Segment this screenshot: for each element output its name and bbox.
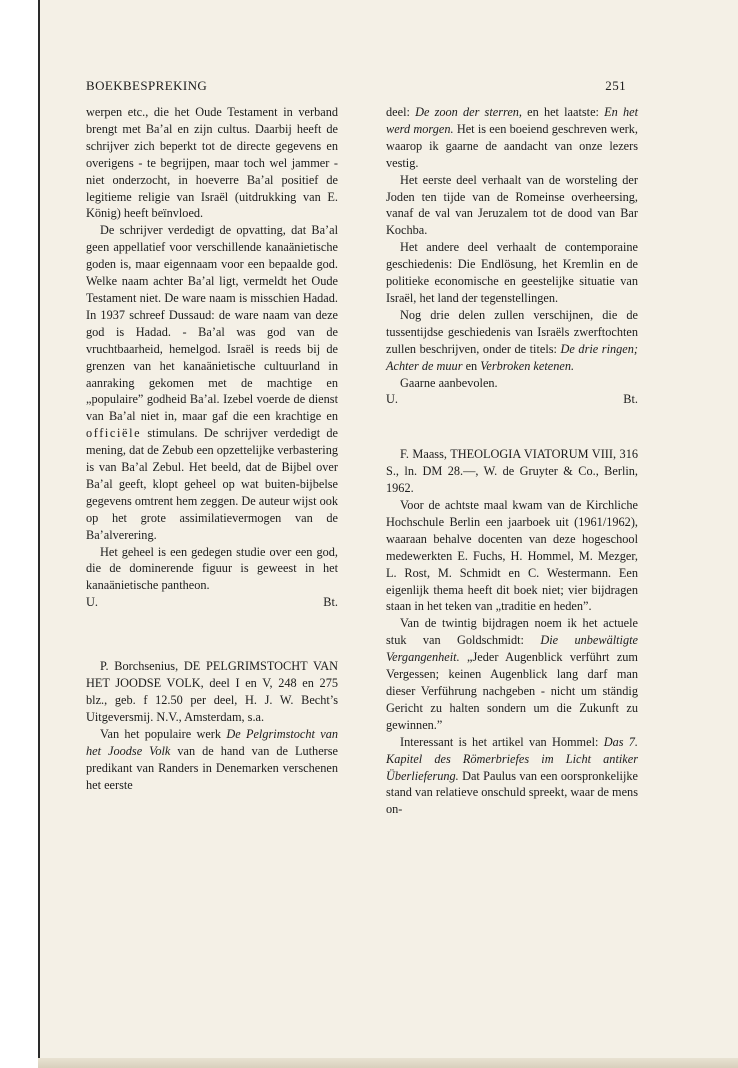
review-2-heading: P. Borchsenius, DE PELGRIMSTOCHT VAN HET JOODSE VOLK, deel I en V, 248 en 275 blz., geb. f 12.50 per deel, H. J. W. Becht’s Uitgeversmij. N.V., Amsterdam, s.a. [86,659,338,724]
right-paragraph-7-quote: „Jeder Augenblick verführt zum Vergessen; keinen Augenblick lang darf man dieser Verführung nachgeben - nicht um ständig Gericht zu halten sondern um die Zukunft zu gewinnen.” [386,650,638,732]
right-paragraph-7-start: Van de twintig bijdragen noem ik het actuele stuk van Goldschmidt: [386,616,638,648]
left-paragraph-2-end: stimulans. De schrijver verdedigt de mening, dat de Zebub een opzettelijke verbastering is van Ba’al Zebul. Het beeld, dat de Bijbel over Ba’al geeft, klopt geheel op wat buiten-bijbelse gegevens omtrent hem zeggen. De auteur wijst ook op het grote assimilatievermogen van de Ba’alverering. [86,426,339,542]
right-paragraph-8-end: Dat Paulus van een oorspronkelijke stand van relatieve onschuld spreekt, waar de mens on- [386,768,638,817]
right-paragraph-4-start: Nog drie delen zullen verschijnen, die de tussentijdse geschiedenis van Israëls zwerftochten zullen beschrijven, onder de titels: [386,307,638,356]
signature-author: Bt. [623,392,638,407]
page-bottom-edge [38,1058,738,1068]
spacer [386,408,638,446]
book-title-zoon-der-sterren: De zoon der sterren, [415,105,522,119]
right-paragraph-8-start: Interessant is het artikel van Hommel: [400,734,604,749]
running-header [86,78,626,98]
review-2-signature [386,391,638,408]
page-number: 251 [605,78,626,93]
right-paragraph-8 [386,734,638,819]
right-paragraph-1-mid: en het laatste: [522,105,605,119]
book-title-werd-morgen: En het werd morgen. [386,105,638,136]
right-paragraph-6: Voor de achtste maal kwam van de Kirchliche Hochschule Berlin een jaarboek uit (1961/1962), waaraan behalve docenten van deze hogeschool medewerkten E. Fuchs, H. Hommel, M. Mezger, L. Rost, M. Schmidt en C. Westermann. Een eigenlijk thema heeft dit boek niet; vier bijdragen staan in het teken van „traditie en heden”. [386,498,638,614]
signature-author: Bt. [323,595,338,610]
book-title-pelgrimstocht: De Pelgrimstocht van het Joodse Volk [86,726,338,758]
right-paragraph-1-end: Het is een boeiend geschreven werk, waarop ik gaarne de aandacht van onze lezers vestig. [386,121,638,170]
spacer [86,611,338,658]
book-titles-upcoming: De drie ringen; Achter de muur [386,341,638,373]
right-column [386,104,638,818]
left-paragraph-4-end: van de hand van de Lutherse predikant van Randers in Denemarken verschenen het eerste [86,743,338,792]
left-paragraph-2-spaced-word: officiële [86,426,142,441]
book-title-verbroken-ketenen: Verbroken ketenen. [480,358,575,373]
review-1-signature [86,594,338,611]
right-paragraph-4 [386,307,638,375]
right-paragraph-1 [386,104,638,172]
right-paragraph-3: Het andere deel verhaalt de contemporaine geschiedenis: Die Endlösung, het Kremlin en de politieke economische en geestelijke situatie van Israël, het land der tegenstellingen. [386,240,638,305]
left-paragraph-2 [86,222,338,543]
article-title-goldschmidt: Die unbewältigte Vergangenheit. [386,633,638,665]
left-paragraph-3: Het geheel is een gedegen studie over een god, die de dominerende figuur is geweest in het kanaänietische pantheon. [86,544,338,593]
right-paragraph-2: Het eerste deel verhaalt van de worsteling der Joden ten tijde van de Romeinse overheersing, vanaf de val van Jeruzalem tot de dood van Bar Kochba. [386,172,638,238]
signature-initial: U. [86,595,98,610]
left-paragraph-2-start: De schrijver verdedigt de opvatting, dat Ba’al geen appellatief voor verschillende kanaänietische goden is, maar eigennaam voor een bepaalde god. Welke naam achter Ba’al ligt, vermeldt het Oude Testament niet. De ware naam is misschien Hadad. In 1937 schreef Dussaud: de ware naam van deze god is Hadad. - Ba’al was god van de vruchtbaarheid, hemelgod. Israël is reeds bij de grenzen van het kanaänietische cultuurland in aanraking gekomen met de machtige en „populaire” godheid Ba’al. Izebel voerde de dienst van Ba’al niet in, maar gaf die een krachtige en [86,223,338,424]
left-paragraph-4 [86,726,338,794]
review-3-heading: F. Maass, THEOLOGIA VIATORUM VIII, 316 S., ln. DM 28.—, W. de Gruyter & Co., Berlin, 1962. [386,447,638,496]
signature-initial: U. [386,392,398,407]
right-paragraph-7 [386,615,638,733]
running-title: BOEKBESPREKING [86,78,208,93]
right-paragraph-1-start: deel: [386,105,416,119]
right-paragraph-5: Gaarne aanbevolen. [400,375,498,390]
article-title-hommel: Das 7. Kapitel des Römerbriefes im Licht antiker Überlieferung. [386,734,638,783]
left-paragraph-4-start: Van het populaire werk [100,726,227,741]
left-paragraph-1: werpen etc., die het Oude Testament in verband brengt met Ba’al en zijn cultus. Daarbij heeft de schrijver zich beperkt tot de directe gegevens en overigens - te begrijpen, maar toch wel jammer - niet onderzocht, in hoeverre Ba’al positief de legitieme religie van Israël (uitdrukking van E. König) heeft beïnvloed. [86,105,338,221]
left-column [86,104,338,793]
right-paragraph-4-and: en [462,358,481,373]
